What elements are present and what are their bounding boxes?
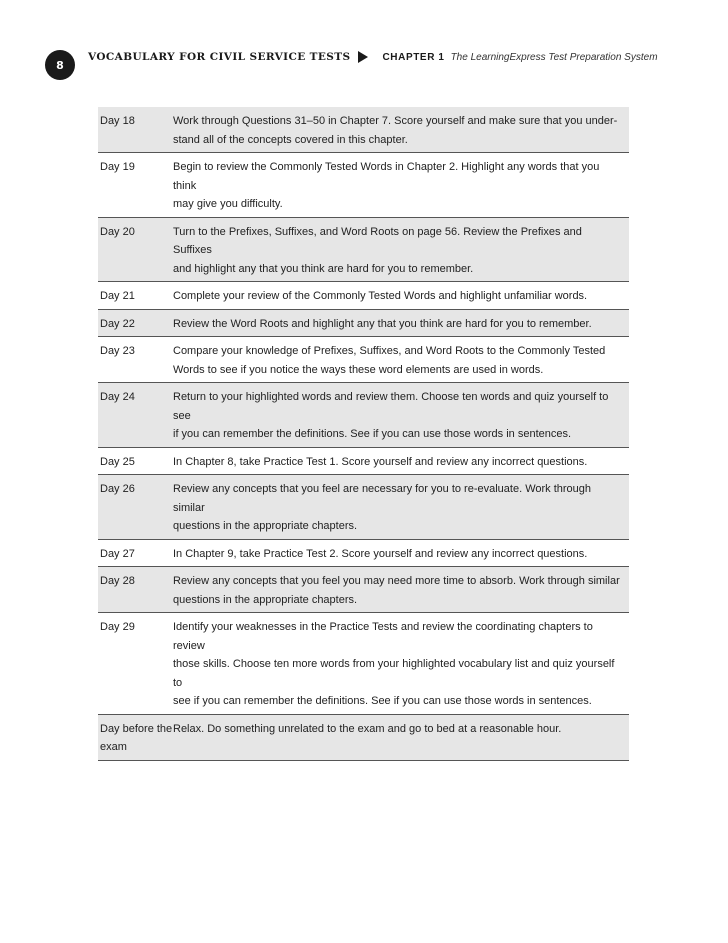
task-cell [173,223,629,279]
day-cell: Day 23 [100,345,135,357]
table-row [98,613,629,715]
table-row [98,540,629,568]
task-cell [173,388,629,444]
task-line: if you can remember the definitions. See if you can use those words in sentences. [173,428,572,440]
task-line: Work through Questions 31–50 in Chapter 7. Score yourself and make sure that you under- [173,115,618,127]
table-row [98,715,629,761]
task-line: Begin to review the Commonly Tested Words in Chapter 2. Highlight any words that you think [173,161,600,192]
task-cell [173,342,629,379]
task-cell [173,287,629,306]
table-row [98,383,629,448]
table-row [98,337,629,383]
day-cell: Day 20 [100,225,135,238]
task-line: stand all of the concepts covered in this chapter. [173,133,408,146]
day-cell: Day 22 [100,317,135,330]
table-row [98,282,629,310]
task-cell [173,315,629,334]
task-line: Relax. Do something unrelated to the exam and go to bed at a reasonable hour. [173,722,562,735]
task-cell [173,112,629,149]
task-cell [173,720,629,757]
task-line: Review the Word Roots and highlight any that you think are hard for you to remember. [173,317,592,330]
page-header [0,0,728,80]
day-cell: Day 19 [100,161,135,173]
day-cell: Day 21 [100,290,135,302]
task-line: Turn to the Prefixes, Suffixes, and Word Roots on page 56. Review the Prefixes and Suffixes [173,225,582,256]
book-title: VOCABULARY FOR CIVIL SERVICE TESTS [88,51,351,63]
table-row [98,218,629,283]
day-cell: Day 27 [100,547,135,560]
chapter-title: The LearningExpress Test Preparation System [450,51,658,63]
day-cell: Day before the exam [100,722,173,753]
table-row [98,567,629,613]
task-cell [173,545,629,564]
task-line: may give you difficulty. [173,198,283,210]
task-cell [173,618,629,711]
task-line: Complete your review of the Commonly Tested Words and highlight unfamiliar words. [173,290,588,302]
task-line: Identify your weaknesses in the Practice Tests and review the coordinating chapters to review [173,621,593,652]
table-row [98,153,629,218]
task-cell [173,158,629,214]
table-row [98,475,629,540]
task-line: Return to your highlighted words and review them. Choose ten words and quiz yourself to see [173,391,609,422]
day-cell: Day 29 [100,621,135,633]
task-line: those skills. Choose ten more words from your highlighted vocabulary list and quiz yourself to [173,658,615,689]
task-line: Review any concepts that you feel you may need more time to absorb. Work through similar [173,575,620,587]
task-cell [173,480,629,536]
task-cell [173,572,629,609]
task-line: Compare your knowledge of Prefixes, Suffixes, and Word Roots to the Commonly Tested [173,345,606,357]
task-cell [173,453,629,472]
task-line: questions in the appropriate chapters. [173,593,358,606]
study-schedule-table [98,107,629,761]
table-row [98,448,629,476]
task-line: and highlight any that you think are hard for you to remember. [173,262,474,275]
task-line: Review any concepts that you feel are necessary for you to re-evaluate. Work through similar [173,483,592,514]
task-line: see if you can remember the definitions. See if you can use those words in sentences. [173,695,592,707]
day-cell: Day 25 [100,455,135,468]
triangle-right-icon [358,51,368,63]
task-line: questions in the appropriate chapters. [173,520,358,532]
task-line: In Chapter 8, take Practice Test 1. Score yourself and review any incorrect questions. [173,455,588,468]
running-header [88,51,658,63]
table-row [98,310,629,338]
page-number-badge: 8 [45,50,75,80]
day-cell: Day 18 [100,115,135,127]
day-cell: Day 26 [100,483,135,495]
task-line: In Chapter 9, take Practice Test 2. Score yourself and review any incorrect questions. [173,547,588,560]
table-row [98,107,629,153]
chapter-label: CHAPTER 1 [382,51,445,63]
task-line: Words to see if you notice the ways these word elements are used in words. [173,363,544,376]
day-cell: Day 28 [100,575,135,587]
day-cell: Day 24 [100,391,135,403]
